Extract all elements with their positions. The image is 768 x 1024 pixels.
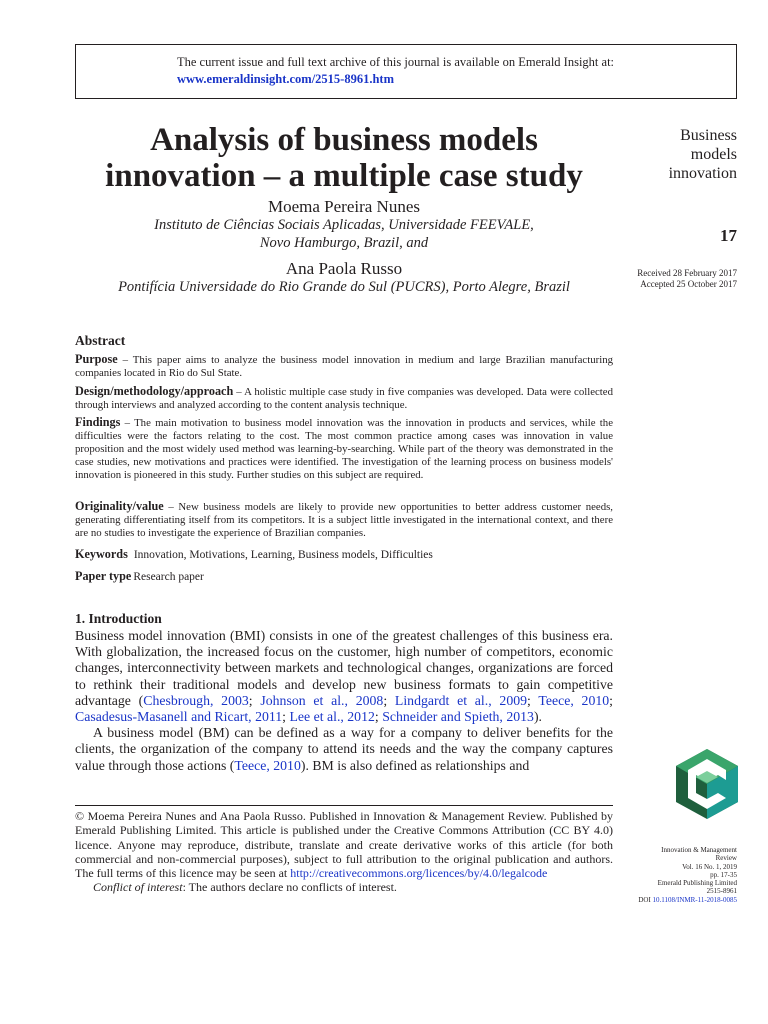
keywords-label: Keywords: [75, 547, 128, 561]
crossmark-logo-icon[interactable]: [676, 749, 738, 819]
title-line-2: innovation – a multiple case study: [105, 158, 583, 194]
journal-publisher: Emerald Publishing Limited: [657, 879, 737, 888]
findings-label: Findings: [75, 415, 121, 429]
purpose-label: Purpose: [75, 352, 118, 366]
citation-link[interactable]: Chesbrough, 2003: [143, 692, 249, 708]
doi-label: DOI: [638, 895, 651, 904]
paper-type: [75, 569, 613, 584]
running-title-line: innovation: [668, 165, 737, 182]
author-affiliation: Pontifícia Universidade do Rio Grande do Sul (PUCRS), Porto Alegre, Brazil: [118, 279, 570, 295]
paragraph-text: Business model innovation (BMI) consists in one of the greatest challenges of this business era. With globalization, the increased focus on the customer, high number of competitors, economic changes, interconnectivity between markets and technological changes, organizations are forced to rethink their traditional models and develop new business formats to gain competitive advantage (: [75, 628, 613, 708]
license-text: © Moema Pereira Nunes and Ana Paola Russo. Published in Innovation & Management Review. Published by Emerald Publishing Limited. This article is published under the Creative Commons Attribution (CC BY 4.0) licence. Anyone may reproduce, distribute, translate and create derivative works of this article (for both commercial and non-commercial purposes), subject to full attribution to the original publication and authors. The full terms of this licence may be seen at: [75, 809, 613, 881]
citation-link[interactable]: Teece, 2010: [538, 692, 610, 708]
journal-issn: 2515-8961: [706, 887, 737, 896]
journal-name-line: Review: [715, 854, 737, 863]
journal-doi: [638, 896, 737, 904]
paragraph: [75, 725, 613, 774]
journal-info: [638, 846, 737, 904]
title-line-1: Analysis of business models: [150, 122, 538, 158]
license-text-paragraph: [75, 809, 613, 880]
author-affiliation: Instituto de Ciências Sociais Aplicadas, Universidade FEEVALE,: [154, 217, 534, 233]
author-name: Moema Pereira Nunes: [267, 197, 420, 216]
paper-type-text: Research paper: [133, 571, 204, 583]
citation-link[interactable]: Lee et al., 2012: [289, 709, 375, 725]
paper-type-label: Paper type: [75, 569, 132, 583]
author-name: Ana Paola Russo: [285, 259, 403, 278]
abstract-findings: [75, 416, 613, 482]
running-title-line: Business: [680, 127, 737, 144]
doi-link[interactable]: 10.1108/INMR-11-2018-0085: [652, 895, 737, 904]
design-text: – A holistic multiple case study in five companies was developed. Data were collected through interviews and analyzed according to the content analysis technique.: [75, 386, 613, 411]
conflict-statement: [75, 880, 613, 894]
abstract-design: [75, 385, 613, 412]
accepted-date: Accepted 25 October 2017: [640, 279, 737, 289]
originality-text: – New business models are likely to provide new opportunities to better address customer needs, generating differentiating itself from its competitors. It is a subject little investigated in the international context, and there are no studies to investigate the experience of Brazilian companies.: [75, 501, 613, 539]
conflict-text: : The authors declare no conflicts of interest.: [182, 880, 397, 895]
conflict-label: Conflict of interest: [93, 880, 183, 895]
citation-link[interactable]: Johnson et al., 2008: [260, 692, 384, 708]
paragraph-text: ). BM is also defined as relationships and: [300, 757, 530, 773]
citation-link[interactable]: Schneider and Spieth, 2013: [382, 709, 534, 725]
keywords-text: Innovation, Motivations, Learning, Business models, Difficulties: [133, 549, 433, 561]
paragraph-text: A business model (BM) can be defined as a way for a company to deliver benefits for the clients, the organization of the company to attend its needs and the way the company captures value through those actions (: [75, 725, 613, 773]
banner-text: The current issue and full text archive of this journal is available on Emerald Insight at:: [177, 55, 615, 69]
journal-volume: Vol. 16 No. 1, 2019: [682, 862, 737, 871]
design-label: Design/methodology/approach: [75, 384, 234, 398]
introduction-body: [75, 628, 613, 774]
abstract-purpose: [75, 353, 613, 380]
purpose-text: – This paper aims to analyze the business model innovation in medium and large Brazilian manufacturing companies located in Rio do Sul State.: [75, 354, 613, 379]
paragraph-text: ).: [533, 709, 542, 725]
paper-title: [75, 122, 613, 194]
submission-dates: [637, 268, 737, 290]
license-link[interactable]: http://creativecommons.org/licences/by/4.0/legalcode: [290, 866, 548, 881]
journal-name-line: Innovation & Management: [661, 846, 737, 854]
keywords: [75, 547, 613, 562]
page-number: 17: [720, 226, 737, 245]
author-affiliation: Novo Hamburgo, Brazil, and: [259, 235, 429, 251]
journal-archive-banner: [75, 44, 737, 99]
running-title-line: models: [690, 146, 737, 163]
banner-url-link[interactable]: www.emeraldinsight.com/2515-8961.htm: [177, 72, 394, 86]
abstract-heading: Abstract: [75, 333, 126, 348]
paragraph: Business model innovation (BMI) consists in one of the greatest challenges of this business era. With globalization, the increased focus on the customer, high number of competitors, economic changes, interconnectivity between markets and technological changes, organizations are forced to rethink their traditional models and develop new business formats to gain competitive advantage (Chesbrough, 2003; Johnson et al., 2008; Lindgardt et al., 2009; Teece, 2010; Casadesus-Masanell and Ricart, 2011; Lee et al., 2012; Schneider and Spieth, 2013).: [75, 628, 613, 725]
license-footnote: [75, 809, 613, 895]
footnote-divider: [75, 805, 613, 806]
citation-link[interactable]: Teece, 2010: [234, 757, 301, 773]
introduction-heading: 1. Introduction: [75, 611, 162, 626]
originality-label: Originality/value: [75, 499, 164, 513]
abstract-originality: [75, 500, 613, 540]
journal-pages: pp. 17-35: [710, 870, 737, 879]
citation-link[interactable]: Lindgardt et al., 2009: [394, 692, 528, 708]
citation-link[interactable]: Casadesus-Masanell and Ricart, 2011: [75, 709, 283, 725]
findings-text: – The main motivation to business model innovation was the innovation in products and services, while the difficulties were the factors relating to the cost. The most common practice among cases was innovation in value proposition and the most widely used method was learning-by-searching. While part of the theory was demonstrated in the case studies, new motivations and practices were identified. The investigation of the learning process on business models' innovation is pioneered in this study. Further studies on this subject are required.: [75, 417, 613, 481]
running-title: [669, 126, 737, 183]
received-date: Received 28 February 2017: [637, 268, 737, 278]
